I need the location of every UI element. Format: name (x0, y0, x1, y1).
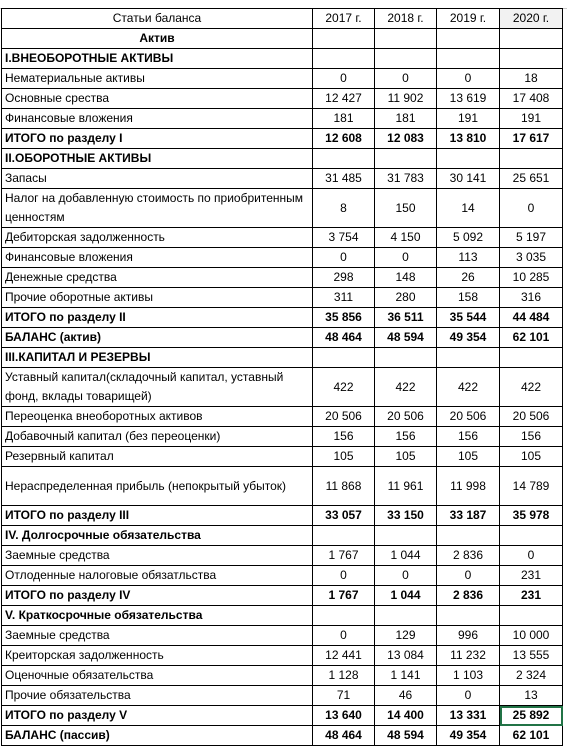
value-cell[interactable]: 11 902 (375, 89, 437, 109)
value-cell[interactable] (437, 526, 500, 546)
value-cell[interactable]: 71 (313, 686, 375, 706)
value-cell[interactable]: 14 789 (500, 467, 563, 506)
value-cell[interactable]: 1 141 (375, 666, 437, 686)
value-cell[interactable]: 1 767 (313, 546, 375, 566)
value-cell[interactable]: 105 (375, 447, 437, 467)
value-cell[interactable]: 0 (500, 189, 563, 228)
value-cell[interactable]: 4 150 (375, 228, 437, 248)
row-label-cell[interactable]: Переоценка внеоборотных активов (2, 407, 313, 427)
value-cell[interactable]: 17 408 (500, 89, 563, 109)
value-cell[interactable] (313, 149, 375, 169)
row-label-cell[interactable]: Резервный капитал (2, 447, 313, 467)
row-label-cell[interactable]: Финансовые вложения (2, 109, 313, 129)
section-row (2, 526, 563, 546)
header-year-cell[interactable]: 2018 г. (375, 9, 437, 29)
value-cell[interactable]: 13 (500, 686, 563, 706)
row-label-cell[interactable]: БАЛАНС (актив) (2, 328, 313, 348)
value-cell[interactable]: 231 (500, 566, 563, 586)
value-cell[interactable] (375, 29, 437, 49)
value-cell[interactable] (500, 49, 563, 69)
total-row (2, 706, 563, 726)
value-cell[interactable]: 31 783 (375, 169, 437, 189)
value-cell[interactable]: 0 (500, 546, 563, 566)
table-row (2, 467, 563, 506)
value-cell[interactable] (313, 29, 375, 49)
value-cell[interactable]: 298 (313, 268, 375, 288)
value-cell[interactable]: 30 141 (437, 169, 500, 189)
value-cell[interactable]: 422 (437, 368, 500, 407)
value-cell[interactable] (437, 606, 500, 626)
value-cell[interactable] (313, 606, 375, 626)
value-cell[interactable]: 49 354 (437, 328, 500, 348)
value-cell[interactable]: 35 978 (500, 506, 563, 526)
value-cell[interactable] (375, 149, 437, 169)
header-label-cell[interactable]: Статьи баланса (2, 9, 313, 29)
row-label-cell[interactable]: Заемные средства (2, 626, 313, 646)
row-label-cell[interactable]: II.ОБОРОТНЫЕ АКТИВЫ (2, 149, 313, 169)
value-cell[interactable]: 0 (437, 686, 500, 706)
row-label-cell[interactable]: Уставный капитал(складочный капитал, уставный фонд, вклады товарищей) (2, 368, 313, 407)
value-cell[interactable]: 105 (437, 447, 500, 467)
value-cell[interactable] (375, 526, 437, 546)
table-row (2, 248, 563, 268)
row-label-cell[interactable]: БАЛАНС (пассив) (2, 726, 313, 746)
value-cell[interactable]: 156 (500, 427, 563, 447)
value-cell[interactable]: 158 (437, 288, 500, 308)
value-cell[interactable] (313, 348, 375, 368)
value-cell[interactable]: 8 (313, 189, 375, 228)
header-year-cell[interactable]: 2020 г. (500, 9, 563, 29)
value-cell[interactable]: 11 998 (437, 467, 500, 506)
value-cell[interactable] (437, 348, 500, 368)
value-cell[interactable]: 25 651 (500, 169, 563, 189)
value-cell[interactable]: 5 092 (437, 228, 500, 248)
value-cell[interactable]: 156 (375, 427, 437, 447)
value-cell[interactable]: 191 (500, 109, 563, 129)
value-cell[interactable]: 25 892 (500, 706, 563, 726)
header-row (2, 9, 563, 29)
value-cell[interactable]: 129 (375, 626, 437, 646)
total-row (2, 726, 563, 746)
row-label-cell[interactable]: ИТОГО по разделу V (2, 706, 313, 726)
row-label-cell[interactable]: Основные среcтва (2, 89, 313, 109)
value-cell[interactable]: 1 128 (313, 666, 375, 686)
table-row (2, 368, 563, 407)
value-cell[interactable] (375, 49, 437, 69)
row-label-cell[interactable]: Оценочные обязательства (2, 666, 313, 686)
row-label-cell[interactable]: Отлоденные налоговые обязатльства (2, 566, 313, 586)
value-cell[interactable] (313, 49, 375, 69)
value-cell[interactable]: 996 (437, 626, 500, 646)
value-cell[interactable]: 48 594 (375, 726, 437, 746)
row-label-cell[interactable]: Денежные средства (2, 268, 313, 288)
value-cell[interactable]: 1 044 (375, 546, 437, 566)
value-cell[interactable]: 33 150 (375, 506, 437, 526)
value-cell[interactable] (375, 348, 437, 368)
row-label-cell[interactable]: Добавочный капитал (без переоценки) (2, 427, 313, 447)
row-label-cell[interactable]: ИТОГО по разделу IV (2, 586, 313, 606)
value-cell[interactable]: 10 000 (500, 626, 563, 646)
value-cell[interactable]: 12 608 (313, 129, 375, 149)
value-cell[interactable] (437, 29, 500, 49)
value-cell[interactable] (500, 606, 563, 626)
row-label-cell[interactable]: IV. Долгосрочные обязательства (2, 526, 313, 546)
row-label-cell[interactable]: Дебиторская задолженность (2, 228, 313, 248)
total-row (2, 328, 563, 348)
value-cell[interactable]: 148 (375, 268, 437, 288)
value-cell[interactable]: 26 (437, 268, 500, 288)
row-label-cell[interactable]: ИТОГО по разделу II (2, 308, 313, 328)
table-row (2, 566, 563, 586)
value-cell[interactable]: 0 (437, 69, 500, 89)
value-cell[interactable]: 36 511 (375, 308, 437, 328)
value-cell[interactable]: 311 (313, 288, 375, 308)
value-cell[interactable]: 13 084 (375, 646, 437, 666)
value-cell[interactable]: 181 (313, 109, 375, 129)
value-cell[interactable] (500, 526, 563, 546)
table-row (2, 427, 563, 447)
value-cell[interactable]: 14 400 (375, 706, 437, 726)
value-cell[interactable]: 191 (437, 109, 500, 129)
table-row (2, 666, 563, 686)
section-row (2, 149, 563, 169)
value-cell[interactable] (313, 526, 375, 546)
value-cell[interactable]: 33 187 (437, 506, 500, 526)
value-cell[interactable]: 20 506 (313, 407, 375, 427)
value-cell[interactable]: 156 (437, 427, 500, 447)
value-cell[interactable]: 0 (313, 69, 375, 89)
value-cell[interactable]: 1 767 (313, 586, 375, 606)
section-row (2, 606, 563, 626)
value-cell[interactable]: 18 (500, 69, 563, 89)
value-cell[interactable]: 2 324 (500, 666, 563, 686)
value-cell[interactable]: 0 (313, 248, 375, 268)
row-label-cell[interactable]: ИТОГО по разделу III (2, 506, 313, 526)
value-cell[interactable]: 13 810 (437, 129, 500, 149)
balance-sheet-table (1, 8, 563, 746)
header-year-cell[interactable]: 2017 г. (313, 9, 375, 29)
value-cell[interactable]: 105 (500, 447, 563, 467)
table-row (2, 189, 563, 228)
value-cell[interactable]: 11 868 (313, 467, 375, 506)
table-row (2, 69, 563, 89)
row-label-cell[interactable]: Нераспределенная прибыль (непокрытый убыток) (2, 467, 313, 506)
value-cell[interactable]: 12 427 (313, 89, 375, 109)
value-cell[interactable]: 11 232 (437, 646, 500, 666)
value-cell[interactable]: 422 (375, 368, 437, 407)
value-cell[interactable]: 12 441 (313, 646, 375, 666)
table-row (2, 89, 563, 109)
section-row (2, 348, 563, 368)
section-row (2, 29, 563, 49)
row-label-cell[interactable]: I.ВНЕОБОРОТНЫЕ АКТИВЫ (2, 49, 313, 69)
table-row (2, 288, 563, 308)
value-cell[interactable]: 35 544 (437, 308, 500, 328)
total-row (2, 506, 563, 526)
row-label-cell[interactable]: Прочие обязательства (2, 686, 313, 706)
value-cell[interactable]: 20 506 (437, 407, 500, 427)
value-cell[interactable] (437, 149, 500, 169)
table-row (2, 109, 563, 129)
value-cell[interactable]: 0 (375, 69, 437, 89)
value-cell[interactable]: 48 594 (375, 328, 437, 348)
table-row (2, 268, 563, 288)
value-cell[interactable]: 1 103 (437, 666, 500, 686)
header-year-cell[interactable]: 2019 г. (437, 9, 500, 29)
value-cell[interactable] (500, 348, 563, 368)
value-cell[interactable]: 0 (313, 566, 375, 586)
value-cell[interactable]: 181 (375, 109, 437, 129)
value-cell[interactable]: 2 836 (437, 546, 500, 566)
row-label-cell[interactable]: V. Краткосрочные обязательства (2, 606, 313, 626)
value-cell[interactable]: 12 083 (375, 129, 437, 149)
value-cell[interactable]: 422 (500, 368, 563, 407)
value-cell[interactable]: 20 506 (375, 407, 437, 427)
total-row (2, 586, 563, 606)
row-label-cell[interactable]: Нематериальные активы (2, 69, 313, 89)
value-cell[interactable]: 316 (500, 288, 563, 308)
value-cell[interactable]: 48 464 (313, 726, 375, 746)
value-cell[interactable]: 3 754 (313, 228, 375, 248)
value-cell[interactable]: 13 331 (437, 706, 500, 726)
value-cell[interactable]: 150 (375, 189, 437, 228)
value-cell[interactable]: 13 640 (313, 706, 375, 726)
value-cell[interactable]: 62 101 (500, 726, 563, 746)
value-cell[interactable] (500, 149, 563, 169)
value-cell[interactable]: 5 197 (500, 228, 563, 248)
value-cell[interactable]: 62 101 (500, 328, 563, 348)
table-row (2, 447, 563, 467)
value-cell[interactable]: 231 (500, 586, 563, 606)
total-row (2, 129, 563, 149)
value-cell[interactable]: 422 (313, 368, 375, 407)
value-cell[interactable] (375, 606, 437, 626)
value-cell[interactable]: 46 (375, 686, 437, 706)
row-label-cell[interactable]: III.КАПИТАЛ И РЕЗЕРВЫ (2, 348, 313, 368)
table-row (2, 228, 563, 248)
value-cell[interactable]: 31 485 (313, 169, 375, 189)
row-label-cell[interactable]: Креиторская задолженность (2, 646, 313, 666)
row-label-cell[interactable]: Запасы (2, 169, 313, 189)
row-label-cell[interactable]: Финансовые вложения (2, 248, 313, 268)
value-cell[interactable]: 17 617 (500, 129, 563, 149)
value-cell[interactable]: 13 619 (437, 89, 500, 109)
value-cell[interactable]: 0 (313, 626, 375, 646)
value-cell[interactable]: 13 555 (500, 646, 563, 666)
value-cell[interactable]: 3 035 (500, 248, 563, 268)
value-cell[interactable]: 49 354 (437, 726, 500, 746)
value-cell[interactable]: 0 (437, 566, 500, 586)
value-cell[interactable]: 113 (437, 248, 500, 268)
section-row (2, 49, 563, 69)
value-cell[interactable]: 14 (437, 189, 500, 228)
table-row (2, 646, 563, 666)
table-row (2, 407, 563, 427)
value-cell[interactable]: 105 (313, 447, 375, 467)
value-cell[interactable]: 10 285 (500, 268, 563, 288)
table-row (2, 686, 563, 706)
table-row (2, 626, 563, 646)
table-row (2, 169, 563, 189)
row-label-cell[interactable]: Налог на добавленную стоимость по приобритенным ценностям (2, 189, 313, 228)
value-cell[interactable]: 156 (313, 427, 375, 447)
value-cell[interactable]: 0 (375, 566, 437, 586)
value-cell[interactable]: 20 506 (500, 407, 563, 427)
total-row (2, 308, 563, 328)
value-cell[interactable]: 0 (375, 248, 437, 268)
value-cell[interactable]: 33 057 (313, 506, 375, 526)
row-label-cell[interactable]: ИТОГО по разделу I (2, 129, 313, 149)
row-label-cell[interactable]: Прочие оборотные активы (2, 288, 313, 308)
value-cell[interactable]: 11 961 (375, 467, 437, 506)
value-cell[interactable]: 44 484 (500, 308, 563, 328)
value-cell[interactable]: 1 044 (375, 586, 437, 606)
value-cell[interactable]: 35 856 (313, 308, 375, 328)
row-label-cell[interactable]: Актив (2, 29, 313, 49)
table-row (2, 546, 563, 566)
value-cell[interactable]: 48 464 (313, 328, 375, 348)
row-label-cell[interactable]: Заемные средства (2, 546, 313, 566)
value-cell[interactable]: 2 836 (437, 586, 500, 606)
value-cell[interactable] (437, 49, 500, 69)
value-cell[interactable]: 280 (375, 288, 437, 308)
value-cell[interactable] (500, 29, 563, 49)
